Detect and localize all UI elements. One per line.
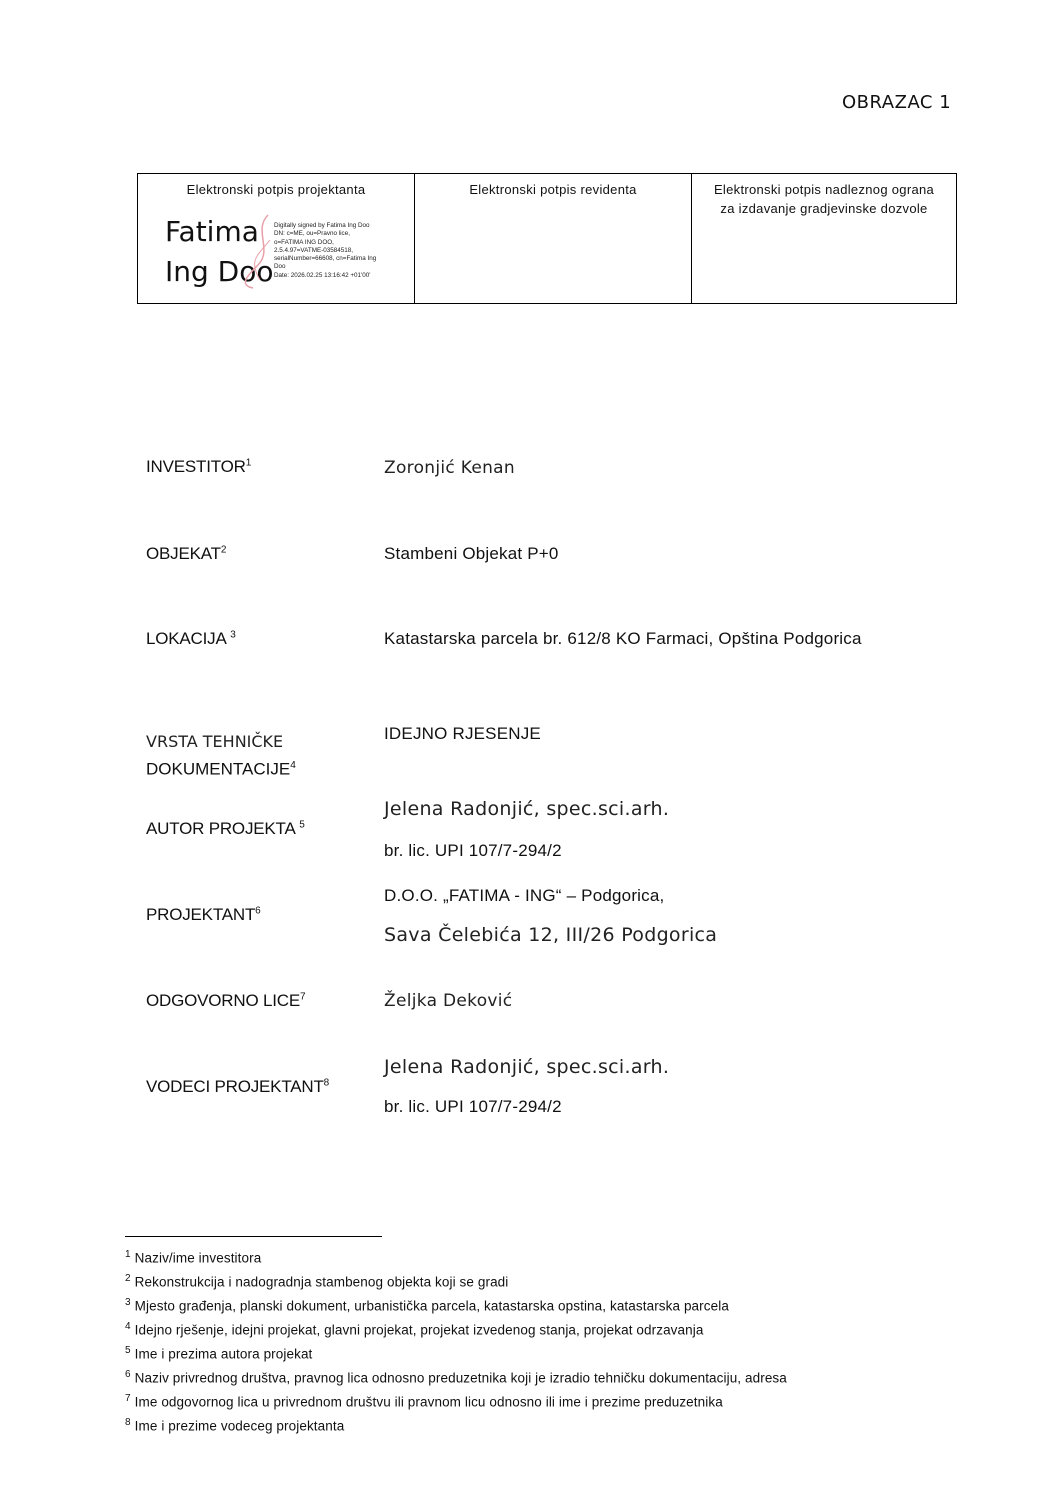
projektant-company: D.O.O. „FATIMA - ING“ – Podgorica, [384,886,665,905]
autor-label [146,819,305,839]
footnote-text: Ime i prezime vodeceg projektanta [134,1418,345,1434]
vrsta-label-line2-wrap [146,754,296,782]
vrsta-label-line2: DOKUMENTACIJE [146,759,291,779]
footnote-number: 5 [125,1345,131,1356]
vodeci-license: br. lic. UPI 107/7-294/2 [384,1097,562,1116]
footnote-ref: 4 [290,760,296,771]
reviewer-signature-header: Elektronski potpis revidenta [469,182,637,197]
footnote-ref: 8 [323,1077,330,1089]
footnote-item [125,1269,787,1293]
signature-detail-line: Doo [274,263,286,271]
vodeci-label [146,1077,329,1097]
lokacija-value: Katastarska parcela br. 612/8 KO Farmaci, Opština Podgorica [384,629,862,648]
footnote-item [125,1317,787,1341]
footnote-ref: 7 [300,991,306,1003]
investitor-value: Zoronjić Kenan [384,458,515,478]
signature-detail-line: o=FATIMA ING DOO, [274,238,334,246]
vrsta-label [146,730,296,782]
vodeci-label-text: VODECI PROJEKTANT [146,1077,324,1096]
footnote-item [125,1341,787,1365]
form-label: OBRAZAC 1 [842,92,952,113]
footnote-ref: 2 [220,544,227,556]
authority-signature-cell [692,174,957,304]
footnote-ref: 6 [255,905,261,917]
odgovorno-value: Željka Deković [384,991,513,1011]
footnote-divider [125,1236,382,1237]
signature-name-line1: Fatima [165,215,259,248]
footnote-number: 8 [125,1417,131,1428]
projektant-label [146,905,261,925]
footnote-number: 3 [125,1297,131,1308]
vodeci-name: Jelena Radonjić, spec.sci.arh. [384,1056,670,1078]
footnote-item [125,1293,787,1317]
footnote-ref: 3 [230,629,236,641]
autor-label-text: AUTOR PROJEKTA [146,819,295,838]
autor-name: Jelena Radonjić, spec.sci.arh. [384,798,670,820]
footnote-text: Idejno rješenje, idejni projekat, glavni projekat, projekat izvedenog stanja, projekat odrzavanja [134,1322,704,1338]
footnote-number: 4 [125,1321,131,1332]
footnote-text: Ime odgovornog lica u privrednom društvu ili pravnom licu odnosno ili ime i prezime preduzetnika [134,1394,723,1410]
investitor-label-text: INVESTITOR [146,457,246,476]
vrsta-value: IDEJNO RJESENJE [384,724,541,743]
footnote-text: Mjesto građenja, planski dokument, urbanistička parcela, katastarska opstina, katastarska parcela [134,1298,729,1314]
projektant-label-text: PROJEKTANT [146,905,256,924]
reviewer-signature-cell [415,174,692,304]
footnote-text: Naziv/ime investitora [134,1250,262,1266]
signature-table [137,173,957,304]
footnote-ref: 1 [245,457,252,469]
signature-detail-line: DN: c=ME, ou=Pravno lice, [274,230,350,238]
projektant-address: Sava Čelebića 12, III/26 Podgorica [384,924,718,946]
digital-signature-details [274,222,402,280]
signature-name-line2: Ing Doo [165,255,274,288]
footnote-item [125,1413,787,1437]
footnotes [125,1245,787,1437]
signature-detail-line: Date: 2026.02.25 13:16:42 +01'00' [274,271,371,279]
footnote-item [125,1365,787,1389]
footnote-number: 2 [125,1273,131,1284]
footnote-number: 1 [125,1249,131,1260]
designer-signature-header: Elektronski potpis projektanta [186,182,366,197]
signature-detail-line: serialNumber=66608, cn=Fatima Ing [274,255,377,263]
footnote-ref: 5 [299,819,305,831]
lokacija-label-text: LOKACIJA [146,629,226,648]
footnote-text: Naziv privrednog društva, pravnog lica odnosno preduzetnika koji je izradio tehničku dokumentaciju, adresa [134,1370,787,1386]
autor-license: br. lic. UPI 107/7-294/2 [384,841,562,860]
objekat-label [146,544,226,564]
odgovorno-label [146,991,305,1011]
footnote-item [125,1389,787,1413]
signature-detail-line: 2.5.4.97=VATME-03584518, [274,246,354,254]
signature-detail-line: Digitally signed by Fatima Ing Doo [274,222,370,229]
footnote-text: Ime i prezima autora projekat [134,1346,313,1362]
designer-signature-cell [138,174,415,304]
odgovorno-label-text: ODGOVORNO LICE [146,991,301,1010]
footnote-number: 7 [125,1393,131,1404]
footnote-number: 6 [125,1369,131,1380]
footnote-text: Rekonstrukcija i nadogradnja stambenog objekta koji se gradi [134,1274,509,1290]
footnote-item [125,1245,787,1269]
objekat-value: Stambeni Objekat P+0 [384,544,559,563]
investitor-label [146,457,251,477]
authority-signature-header: Elektronski potpis nadleznog ograna za izdavanje gradjevinske dozvole [713,182,935,216]
lokacija-label [146,629,236,649]
vrsta-label-line1: VRSTA TEHNIČKE [146,732,284,751]
objekat-label-text: OBJEKAT [146,544,221,563]
